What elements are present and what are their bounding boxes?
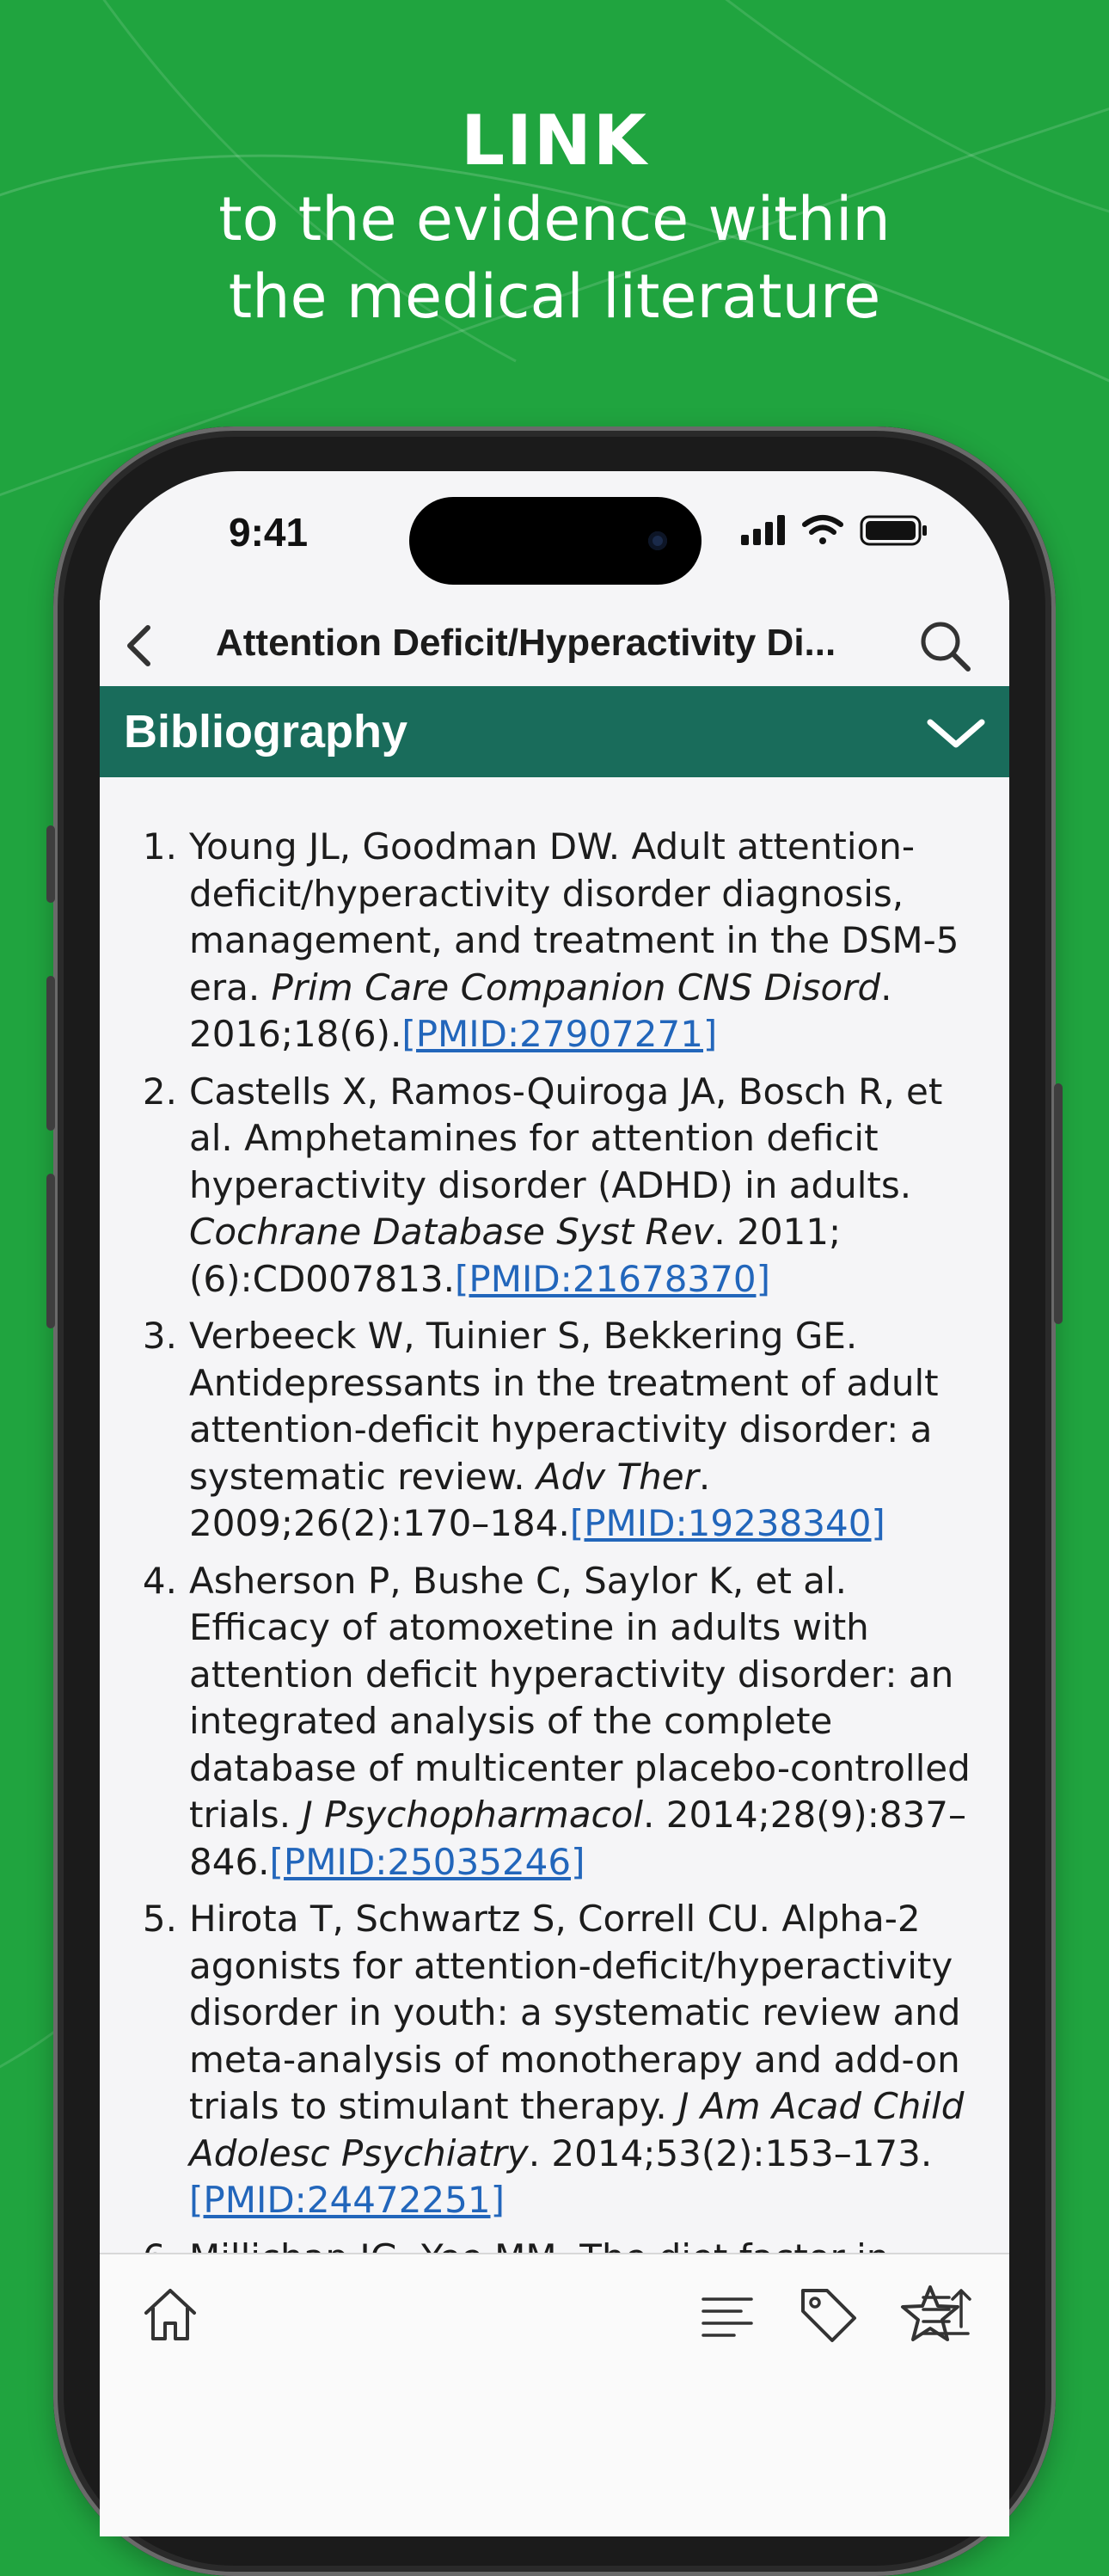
reference-number: 3. — [142, 1315, 177, 1357]
page-title: Attention Deficit/Hyperactivity Di... — [216, 622, 836, 664]
bibliography-item — [100, 824, 1009, 1058]
reference-number: 4. — [142, 1559, 177, 1602]
pmid-link[interactable]: [PMID:27907271] — [401, 1013, 718, 1055]
reference-citation: . 2014;28(9):837–846. — [189, 1794, 967, 1883]
phone-screen — [100, 471, 1009, 2535]
reference-citation: . 2014;53(2):153–173. — [528, 2131, 933, 2174]
bibliography-item — [100, 1313, 1009, 1548]
bibliography-content — [100, 777, 1009, 2253]
status-time: 9:41 — [229, 510, 309, 555]
reference-number: 5. — [142, 1898, 177, 1940]
phone-volume-up-button — [46, 976, 55, 1131]
reference-journal: J Psychopharmacol — [302, 1794, 644, 1836]
reference-number: 1. — [142, 825, 177, 868]
dynamic-island — [409, 497, 702, 585]
reference-journal: Cochrane Database Syst Rev — [189, 1211, 714, 1253]
phone-volume-down-button — [46, 1174, 55, 1328]
status-icons — [741, 512, 930, 547]
bibliography-item — [100, 1558, 1009, 1886]
reference-number: 2. — [142, 1070, 177, 1113]
tag-icon[interactable] — [794, 2280, 863, 2349]
chevron-down-icon[interactable] — [922, 707, 990, 758]
pmid-link[interactable]: [PMID:24472251] — [189, 2179, 505, 2221]
battery-icon — [861, 517, 927, 544]
pmid-link[interactable]: [PMID:25035246] — [269, 1840, 585, 1883]
reference-text: Hirota T, Schwartz S, Correll CU. Alpha-2 agonists for attention-deficit/hyperactivity disorder in youth: a systematic review and meta-analysis of monotherapy and add-on trials to stimulant therapy. — [189, 1898, 961, 2127]
search-icon[interactable] — [915, 616, 975, 676]
reference-journal: Prim Care Companion CNS Disord — [271, 966, 881, 1009]
back-chevron-icon[interactable] — [110, 616, 170, 676]
bibliography-item — [100, 1069, 1009, 1303]
reference-citation: . 2016;18(6). — [189, 966, 892, 1055]
reference-citation: . 2011;(6):CD007813. — [189, 1211, 842, 1300]
promo-heading — [0, 101, 1109, 335]
wifi-icon — [805, 518, 841, 544]
contents-list-icon[interactable] — [693, 2280, 762, 2349]
reference-text: Castells X, Ramos-Quiroga JA, Bosch R, et al. Amphetamines for attention deficit hyperactivity disorder (ADHD) in adults. — [189, 1070, 943, 1206]
reference-citation: . 2009;26(2):170–184. — [189, 1455, 711, 1544]
pmid-link[interactable]: [PMID:19238340] — [569, 1502, 885, 1544]
promo-title: LINK — [461, 101, 648, 181]
reference-journal: Adv Ther — [536, 1455, 699, 1498]
export-list-icon[interactable] — [915, 2280, 983, 2349]
pmid-link[interactable]: [PMID:21678370] — [455, 1257, 770, 1300]
bibliography-item — [100, 1896, 1009, 2224]
bibliography-section-header[interactable] — [100, 686, 1009, 777]
reference-journal: J Am Acad Child Adolesc Psychiatry — [189, 2085, 965, 2174]
reference-text: Young JL, Goodman DW. Adult attention-deficit/hyperactivity disorder diagnosis, management, and treatment in the DSM-5 era. — [189, 825, 959, 1009]
bottom-toolbar — [100, 2253, 1009, 2536]
phone-power-button — [1054, 1083, 1063, 1324]
navigation-bar — [100, 600, 1009, 686]
status-bar — [100, 471, 1009, 600]
promo-subtitle-line2: the medical literature — [228, 261, 881, 332]
reference-text: Asherson P, Bushe C, Saylor K, et al. Efficacy of atomoxetine in adults with attention deficit hyperactivity disorder: an integrated analysis of the complete database of multicenter placebo-controlled trials. — [189, 1559, 971, 1836]
section-title: Bibliography — [124, 706, 408, 757]
promo-subtitle-line1: to the evidence within — [218, 184, 891, 255]
home-icon[interactable] — [136, 2280, 205, 2349]
bibliography-list — [100, 824, 1009, 2291]
phone-side-button — [46, 825, 55, 903]
reference-text: Verbeeck W, Tuinier S, Bekkering GE. Antidepressants in the treatment of adult attention-deficit hyperactivity disorder: a systematic review. — [189, 1315, 939, 1498]
camera-icon — [648, 531, 667, 550]
cellular-signal-icon — [741, 515, 785, 545]
